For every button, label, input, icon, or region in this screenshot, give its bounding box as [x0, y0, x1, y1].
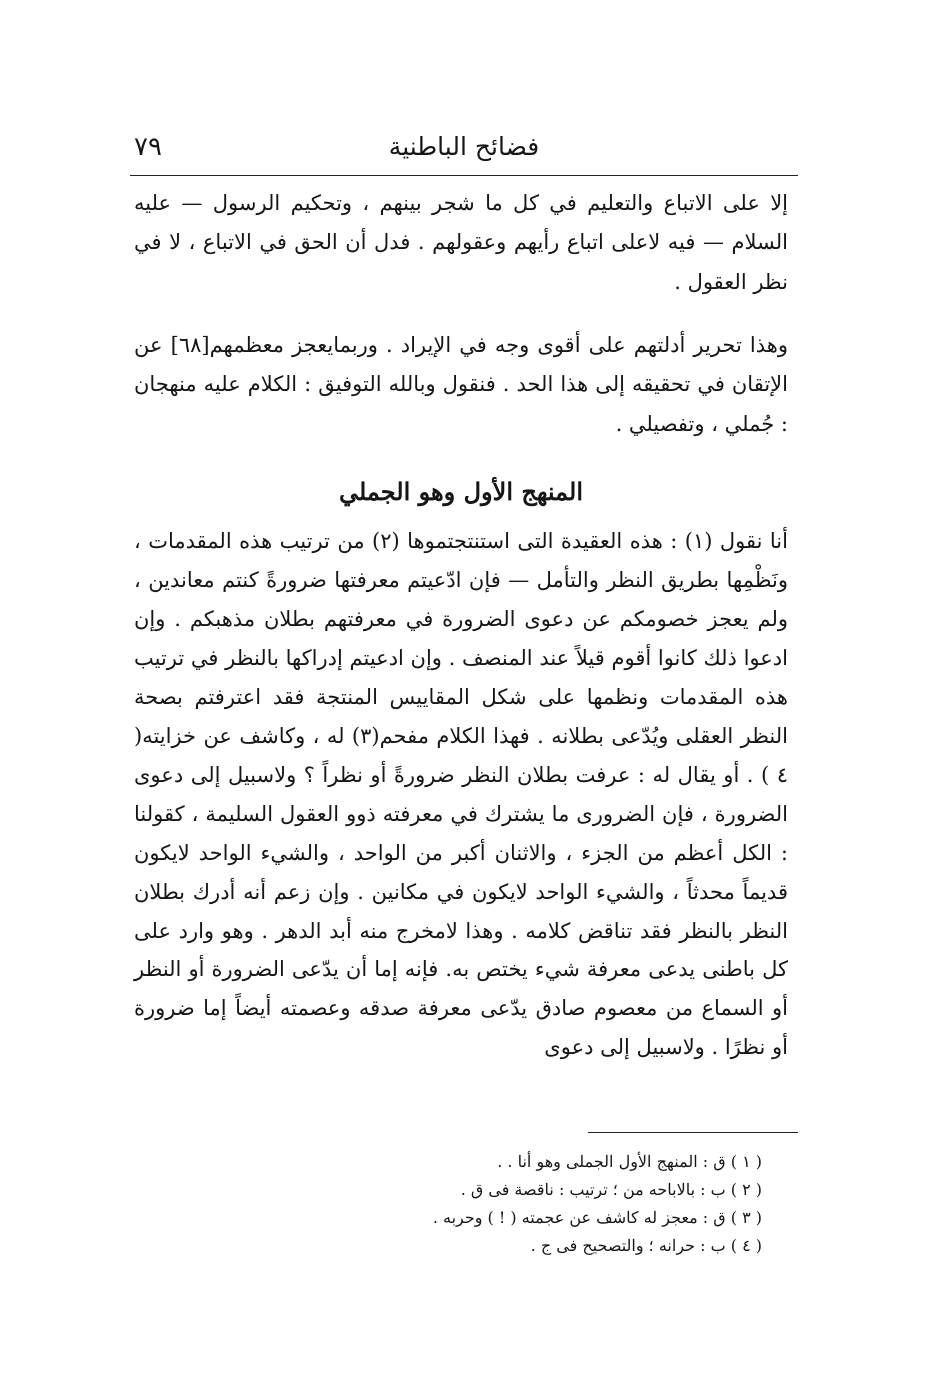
footnote-3: ( ٣ ) ق : معجز له كاشف عن عجمته ( ! ) وحربه .	[432, 1208, 762, 1227]
running-title: فضائح الباطنية	[388, 132, 540, 161]
footnote-4: ( ٤ ) ب : حرانه ؛ والتصحيح فى ج .	[530, 1236, 762, 1255]
paragraph-2-text: وهذا تحرير أدلتهم على أقوى وجه في الإيراد . وربمايعجز معظمهم[٦٨] عن الإتقان في تحقيقه إلى هذا الحد . فنقول وبالله التوفيق : الكلام عليه منهجان : جُملي ، وتفصيلي .	[134, 333, 788, 436]
footnotes-list	[300, 1148, 762, 1260]
paragraph-2	[134, 326, 788, 444]
footnote-2: ( ٢ ) ب : بالاباحه من ؛ ترتيب : ناقصة فى ق .	[460, 1180, 762, 1199]
page-header	[130, 128, 798, 172]
footnote-1: ( ١ ) ق : المنهج الأول الجملى وهو أنا . .	[497, 1152, 762, 1171]
page-number: ٧٩	[134, 132, 162, 162]
paragraph-3	[134, 522, 788, 1067]
paragraph-1	[134, 184, 788, 302]
footnote-rule	[588, 1132, 798, 1133]
section-heading: المنهج الأول وهو الجملي	[338, 477, 584, 506]
paragraph-1-text: إلا على الاتباع والتعليم في كل ما شجر بينهم ، وتحكيم الرسول — عليه السلام — فيه لاعلى اتباع رأيهم وعقولهم . فدل أن الحق في الاتباع ، لا في نظر العقول .	[134, 191, 788, 294]
paragraph-3-text: أنا نقول (١) : هذه العقيدة التى استنتجتموها (٢) من ترتيب هذه المقدمات ، ونَظْمِها بطريق النظر والتأمل — فإن ادّعيتم معرفتها ضرورةً كنتم معاندين ، ولم يعجز خصومكم عن دعوى الضرورة في معرفتهم بطلان مذهبكم . وإن ادعوا ذلك كانوا أقوم قيلاً عند المنصف . وإن ادعيتم إدراكها بالنظر في ترتيب هذه المقدمات ونظمها على شكل المقاييس المنتجة فقد اعترفتم بصحة النظر العقلى ويُدّعى بطلانه . فهذا الكلام مفحم(٣) له ، وكاشف عن خزايته( ٤ ) . أو يقال له : عرفت بطلان النظر ضرورةً أو نظراً ؟ ولاسبيل إلى دعوى الضرورة ، فإن الضرورى ما يشترك في معرفته ذوو العقول السليمة ، كقولنا : الكل أعظم من الجزء ، والاثنان أكبر من الواحد ، والشيء الواحد لايكون قديماً محدثاً ، والشيء الواحد لايكون في مكانين . وإن زعم أنه أدرك بطلان النظر بالنظر فقد تناقض كلامه . وهذا لامخرج منه أبد الدهر . وهو وارد على كل باطنى يدعى معرفة شيء يختص به. فإنه إما أن يدّعى الضرورة أو النظر أو السماع من معصوم صادق يدّعى معرفة صدقه وعصمته أيضاً إما ضرورة أو نظرًا . ولاسبيل إلى دعوى	[134, 529, 788, 1060]
header-rule	[130, 175, 798, 176]
